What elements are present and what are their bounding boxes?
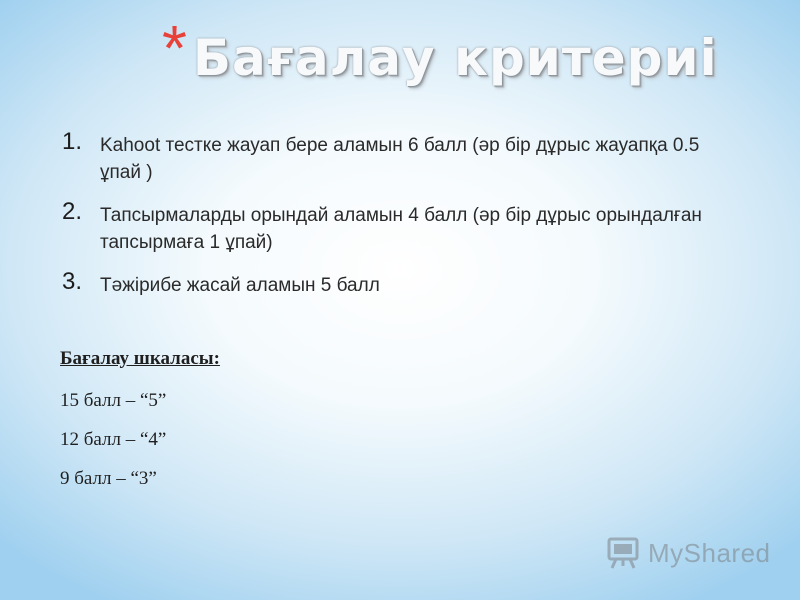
list-item [62, 268, 722, 299]
presentation-board-icon [606, 536, 642, 570]
grading-scale-line: 12 балл – “4” [60, 429, 167, 450]
list-item-text: Kahoot тестке жауап бере аламын 6 балл (әр бір дұрыс жауапқа 0.5 ұпай ) [100, 135, 700, 183]
grading-scale-line: 15 балл – “5” [60, 390, 167, 411]
list-item-number: 3. [62, 268, 83, 295]
watermark-text: MyShared [648, 537, 771, 568]
slide-title-row [162, 14, 718, 94]
watermark-logo [606, 536, 771, 570]
grading-scale-heading: Бағалау шкаласы: [60, 348, 220, 369]
list-item-text: Тапсырмаларды орындай аламын 4 балл (әр бір дұрыс орындалған тапсырмаға 1 ұпай) [100, 205, 702, 253]
list-item-text: Тәжірибе жасай аламын 5 балл [100, 275, 380, 296]
title-asterisk: * [162, 12, 187, 84]
slide-title: Бағалау критериі [192, 29, 718, 87]
list-item [62, 198, 722, 256]
list-item-number: 1. [62, 128, 83, 155]
grading-scale-line: 9 балл – “3” [60, 468, 157, 489]
criteria-list [62, 128, 722, 311]
list-item-number: 2. [62, 198, 83, 225]
list-item [62, 128, 722, 186]
